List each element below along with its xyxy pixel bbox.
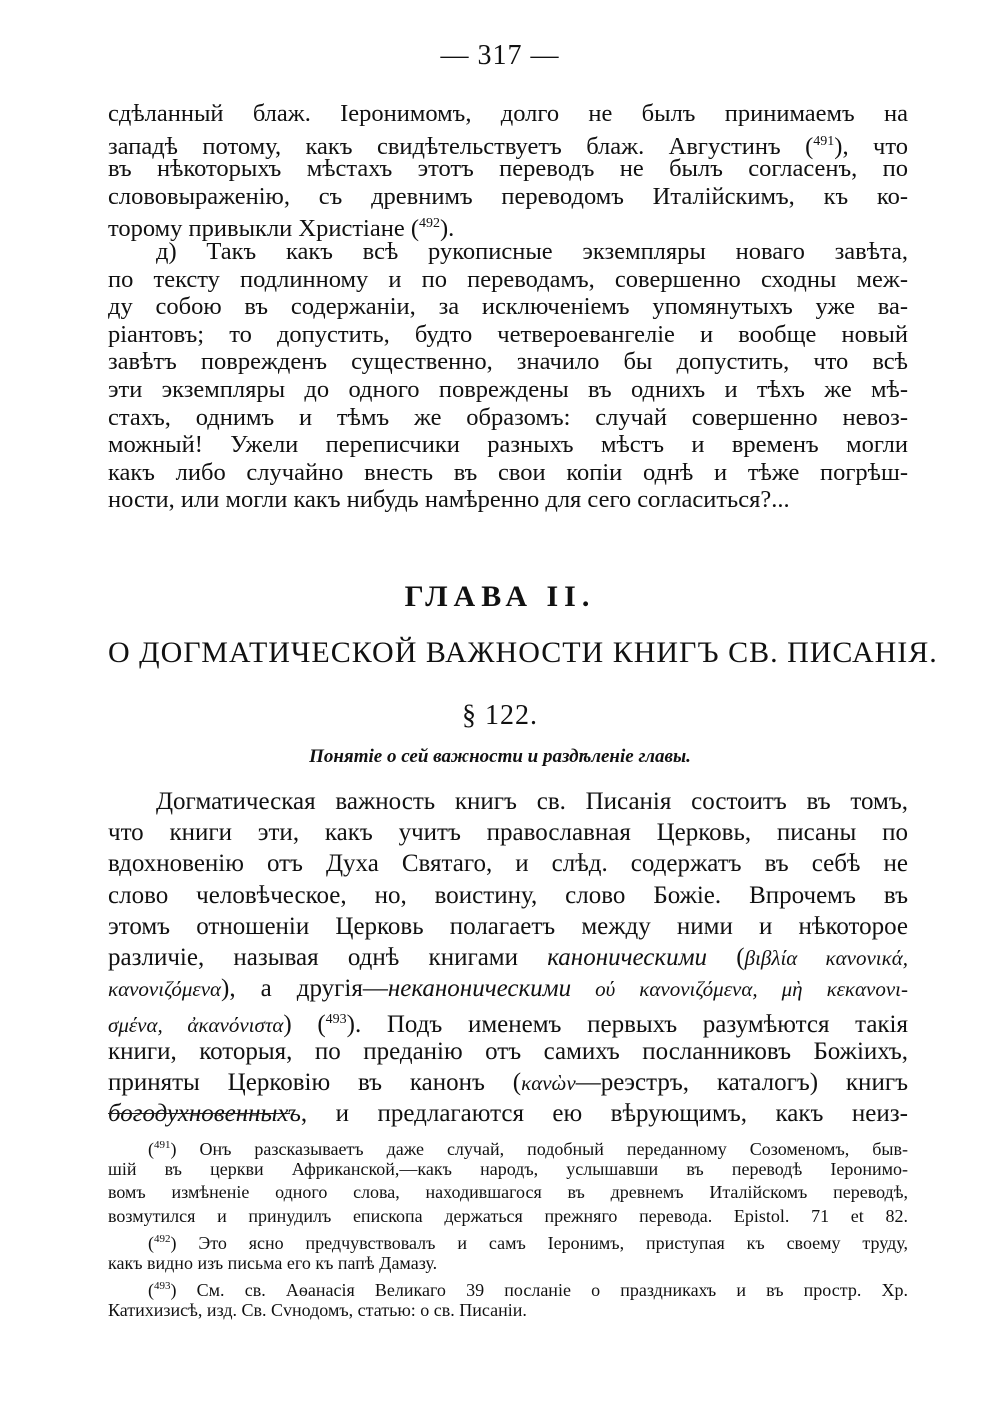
- footnote-line: ($^{491}$) Онъ разсказываетъ даже случай, подобный переданному Созоменомъ, быв-: [148, 1139, 908, 1159]
- text-line: какъ либо случайно внесть въ свои копіи однѣ и тѣже погрѣш-: [108, 458, 908, 486]
- text-line: вдохновенію отъ Духа Святаго, и слѣд. содержатъ въ себѣ не: [108, 850, 908, 878]
- footnote-line: шій въ церкви Африканской,—какъ народъ, услышавши въ переводѣ Іеронимо-: [108, 1158, 908, 1179]
- text-line: различіе, называя однѣ книгами каноническими (βιβλία κανονικά,: [108, 943, 908, 971]
- text-line: Догматическая важность книгъ св. Писанія состоитъ въ томъ,: [156, 788, 908, 815]
- text-line: ду собою въ содержаніи, за исключеніемъ упомянутыхъ уже ва-: [108, 293, 908, 321]
- section-subtitle: Понятіе о сей важности и раздѣленіе главы.: [309, 746, 691, 767]
- text-line: по тексту подлинному и по переводамъ, совершенно сходны меж-: [108, 265, 908, 293]
- footnote-line: какъ видно изъ письма его къ папѣ Дамазу.: [108, 1252, 438, 1273]
- section-number: § 122.: [462, 700, 538, 731]
- text-line: эти экземпляры до одного повреждены въ однихъ и тѣхъ же мѣ-: [108, 375, 908, 403]
- top-text-block: [108, 100, 908, 514]
- text-line: завѣтъ поврежденъ существенно, значило бы допустить, что всѣ: [108, 348, 908, 376]
- footnote-divider: [108, 1113, 290, 1114]
- chapter-title: О ДОГМАТИЧЕСКОЙ ВАЖНОСТИ КНИГЪ СВ. ПИСАНІЯ.: [108, 636, 938, 669]
- main-text-block: [108, 786, 908, 1129]
- footnote-line: вомъ измѣненіе одного слова, находившагося въ древнемъ Италійскомъ переводѣ,: [108, 1182, 908, 1202]
- text-line: слово человѣческое, но, воистину, слово Божіе. Впрочемъ въ: [108, 881, 908, 909]
- text-line: торому привыкли Христіане ($^{492}$).: [108, 215, 455, 243]
- text-line: д) Такъ какъ всѣ рукописные экземпляры новаго завѣта,: [156, 237, 908, 265]
- text-line: κανονιζόμενα), а другія—неканоническими ού κανονιζόμενα, μὴ κεκανονι-: [108, 975, 908, 1003]
- footnote-ref-491: 491: [813, 133, 835, 149]
- text-line: σμένα, ἀκανόνιστα) ($^{493}$). Подъ именемъ первыхъ разумѣются такія: [108, 1011, 909, 1039]
- text-line: сдѣланный блаж. Іеронимомъ, долго не былъ принимаемъ на: [108, 100, 908, 127]
- text-line: стахъ, однимъ и тѣмъ же образомъ: случай совершенно невоз-: [108, 403, 908, 431]
- footnote-ref-493: 493: [325, 1012, 347, 1028]
- footnote-ref-492: 492: [419, 216, 440, 232]
- footnote-line: Катихизисѣ, изд. Св. Сvнодомъ, статью: о св. Писаніи.: [108, 1299, 527, 1320]
- chapter-number: ГЛАВА II.: [404, 580, 596, 613]
- text-line: книги, которыя, по преданію отъ самихъ посланниковъ Божіихъ,: [108, 1037, 908, 1065]
- text-line: этомъ отношеніи Церковь полагаетъ между ними и нѣкоторое: [108, 912, 908, 940]
- text-line: слововыраженію, съ древнимъ переводомъ Италійскимъ, къ ко-: [108, 182, 908, 210]
- footnote-line: ($^{493}$) См. св. Аѳанасія Великаго 39 посланіе о праздникахъ и въ простр. Хр.: [148, 1280, 908, 1300]
- footnote-line: ($^{492}$) Это ясно предчувствовалъ и самъ Іеронимъ, приступая къ своему труду,: [148, 1233, 908, 1253]
- text-line: можный! Ужели переписчики разныхъ мѣстъ и временъ могли: [108, 431, 908, 459]
- page-number: — 317 —: [440, 40, 560, 71]
- text-line: западѣ потому, какъ свидѣтельствуетъ блаж. Августинъ ($^{491}$), что: [108, 132, 908, 160]
- text-line: ности, или могли какъ нибудь намѣренно для сего согласиться?...: [108, 486, 790, 514]
- text-line: приняты Церковію въ канонъ (κανὼν—реэстръ, каталогъ) книгъ: [108, 1068, 908, 1096]
- footnote-line: возмутился и принудилъ епископа держаться прежняго перевода. Epistol. 71 et 82.: [108, 1205, 908, 1226]
- text-line: что книги эти, какъ учитъ православная Церковь, писаны по: [108, 819, 908, 847]
- text-line: ріантовъ; то допустить, будто четвероевангеліе и вообще новый: [108, 320, 908, 348]
- text-line: богодухновенныхъ, и предлагаются ею вѣрующимъ, какъ неиз-: [108, 1099, 908, 1127]
- text-line: въ нѣкоторыхъ мѣстахъ этотъ переводъ не былъ согласенъ, по: [108, 155, 908, 183]
- footnotes-block: [108, 1134, 908, 1322]
